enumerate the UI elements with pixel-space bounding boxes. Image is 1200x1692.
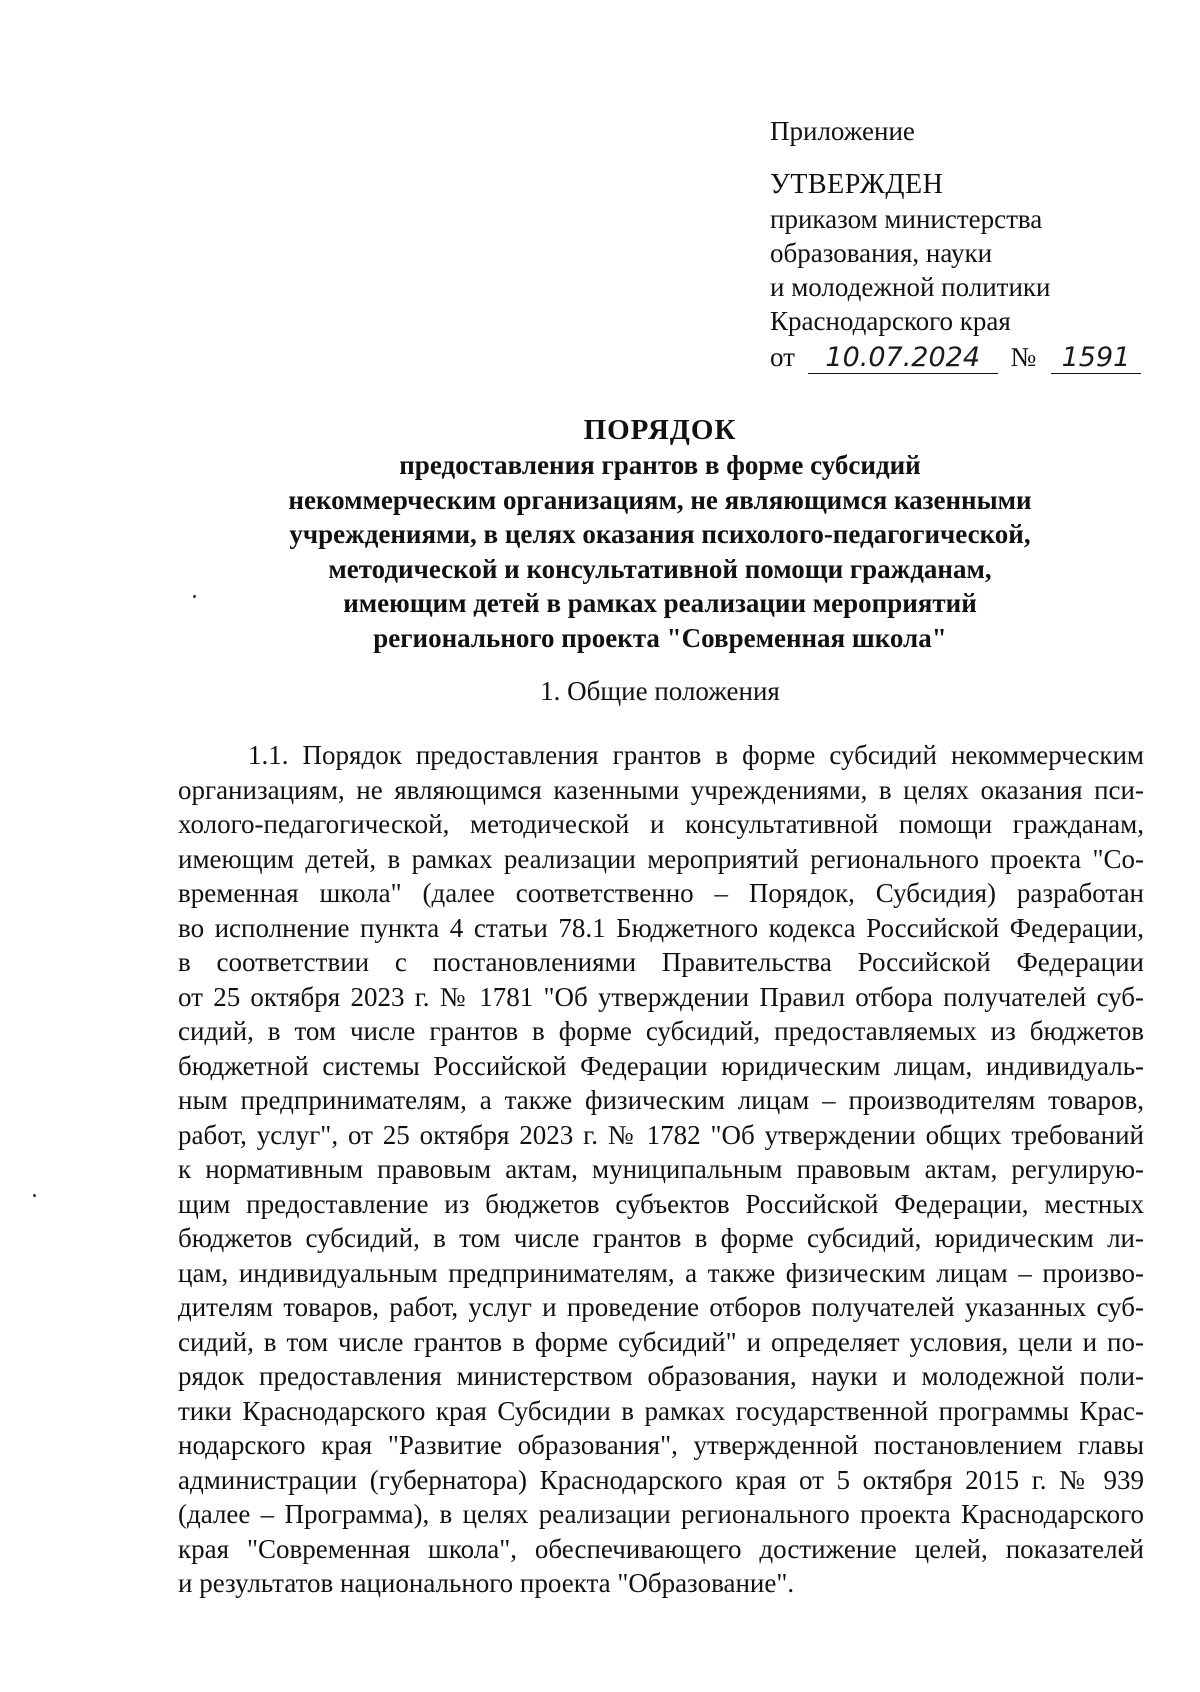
paragraph-line: в соответствии с постановлениями Правительства Российской Федерации [178,947,1144,977]
paragraph-line: имеющим детей, в рамках реализации мероприятий регионального проекта "Со- [178,843,1144,874]
paragraph-line: бюджетной системы Российской Федерации юридическим лицам, индивидуаль- [178,1050,1144,1081]
document-title-block [160,412,1160,655]
approval-line: приказом министерства [770,204,1043,234]
scan-speck [193,595,196,598]
date-prefix: от [770,342,795,372]
approval-block [770,114,1150,374]
paragraph-line: бюджетов субсидий, в том числе грантов в форме субсидий, юридическим ли- [178,1223,1144,1253]
paragraph-line: (далее – Программа), в целях реализации регионального проекта Краснодарского [178,1499,1144,1529]
paragraph-line: работ, услуг", от 25 октября 2023 г. № 1782 "Об утверждении общих требований [178,1119,1144,1150]
paragraph-line: от 25 октября 2023 г. № 1781 "Об утверждении Правил отбора получателей суб- [178,981,1144,1012]
paragraph-line: сидий, в том числе грантов в форме субсидий" и определяет условия, цели и по- [178,1326,1144,1357]
paragraph-line: организациям, не являющимся казенными учреждениями, в целях оказания пси- [178,774,1144,805]
paragraph-line: к нормативным правовым актам, муниципальным правовым актам, регулирую- [178,1154,1144,1184]
number-prefix: № [1010,342,1037,372]
paragraph-line: рядок предоставления министерством образования, науки и молодежной поли- [178,1361,1144,1391]
paragraph-line: 1.1. Порядок предоставления грантов в форме субсидий некоммерческим [248,740,1144,770]
document-title: ПОРЯДОК [583,414,737,446]
paragraph-line: и результатов национального проекта "Образование". [178,1568,795,1598]
handwritten-date: 10.07.2024 [808,343,998,374]
approval-line: Краснодарского края [770,306,1011,336]
subtitle-line: предоставления грантов в форме субсидий [399,450,921,480]
paragraph-line: ным предпринимателям, а также физическим лицам – производителям товаров, [178,1085,1144,1115]
paragraph-line: цам, индивидуальным предпринимателям, а также физическим лицам – произво- [178,1257,1144,1288]
scan-speck [33,1194,36,1197]
paragraph-line: временная школа" (далее соответственно – Порядок, Субсидия) разработан [178,878,1144,908]
annex-label: Приложение [770,116,915,146]
paragraph-line: дителям товаров, работ, услуг и проведение отборов получателей указанных суб- [178,1292,1144,1322]
paragraph-1-1 [178,738,1144,1601]
paragraph-line: щим предоставление из бюджетов субъектов Российской Федерации, местных [178,1188,1144,1219]
paragraph-line: сидий, в том числе грантов в форме субсидий, предоставляемых из бюджетов [178,1016,1144,1046]
subtitle-line: методической и консультативной помощи гражданам, [328,553,992,584]
order-date-line [770,340,1150,374]
subtitle-line: некоммерческим организациям, не являющимся казенными [288,484,1032,515]
subtitle-line: имеющим детей в рамках реализации мероприятий [343,588,977,618]
subtitle-line: регионального проекта "Современная школа" [373,622,947,653]
approval-line: образования, науки [770,238,993,268]
approval-line: и молодежной политики [770,272,1051,302]
paragraph-line: тики Краснодарского края Субсидии в рамках государственной программы Крас- [178,1395,1144,1426]
approved-label: УТВЕРЖДЕН [770,169,944,200]
paragraph-line: администрации (губернатора) Краснодарского края от 5 октября 2015 г. № 939 [178,1464,1144,1495]
section-heading: 1. Общие положения [540,676,780,706]
paragraph-line: холого-педагогической, методической и консультативной помощи гражданам, [178,809,1144,839]
paragraph-line: края "Современная школа", обеспечивающего достижение целей, показателей [178,1533,1144,1564]
paragraph-line: во исполнение пункта 4 статьи 78.1 Бюджетного кодекса Российской Федерации, [178,912,1144,943]
handwritten-number: 1591 [1051,343,1141,374]
paragraph-line: нодарского края "Развитие образования", утвержденной постановлением главы [178,1430,1144,1460]
subtitle-line: учреждениями, в целях оказания психолого-педагогической, [289,519,1031,549]
